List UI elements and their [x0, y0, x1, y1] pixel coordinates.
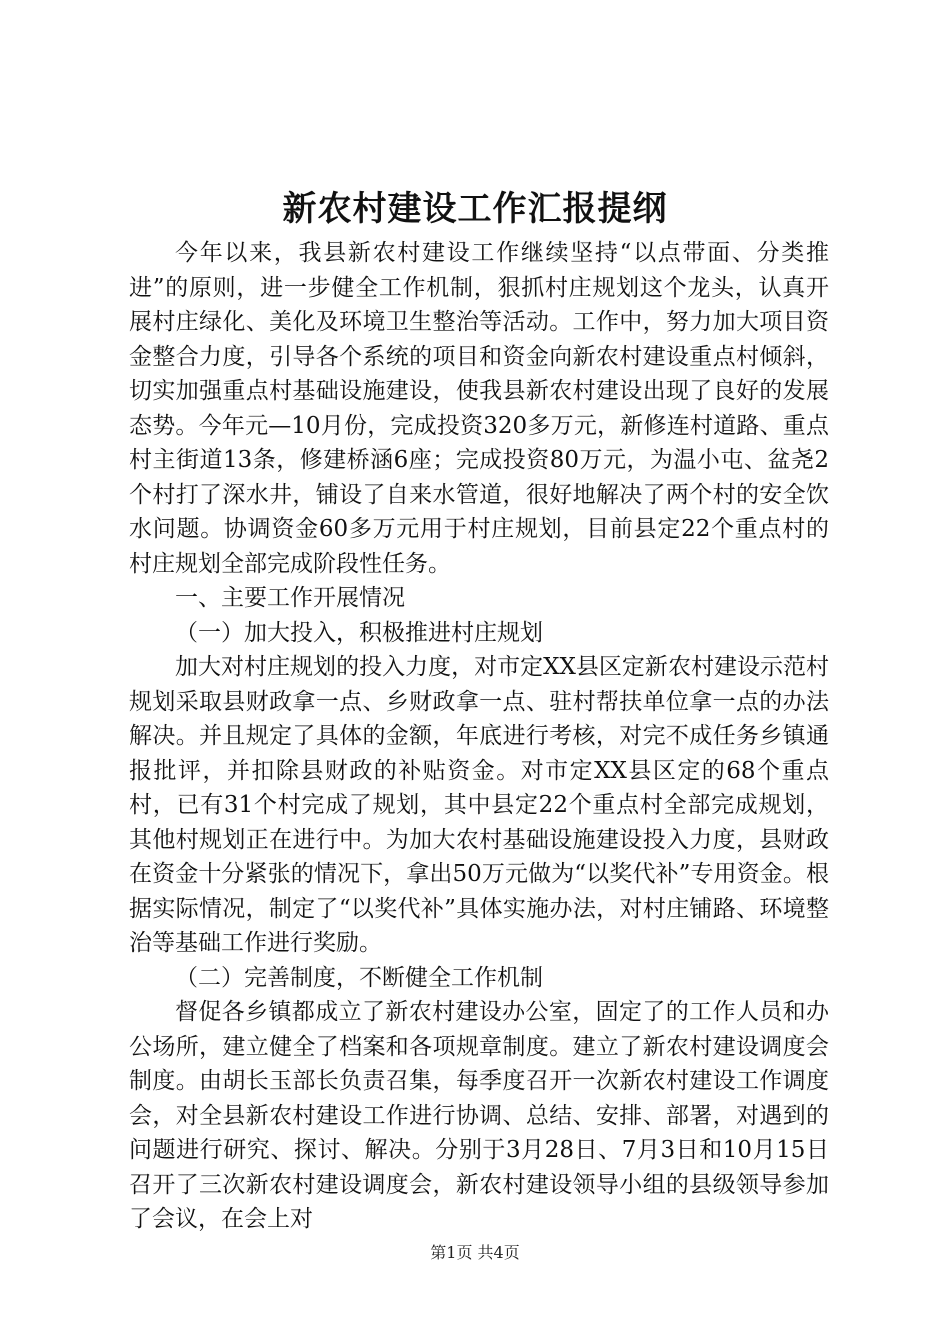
paragraph-work-mechanism: 督促各乡镇都成立了新农村建设办公室，固定了的工作人员和办公场所，建立健全了档案和各项规章制度。建立了新农村建设调度会制度。由胡长玉部长负责召集，每季度召开一次新农村建设工作调度会，对全县新农村建设工作进行协调、总结、安排、部署，对遇到的问题进行研究、探讨、解决。分别于3月28日、7月3日和10月15日召开了三次新农村建设调度会，新农村建设领导小组的县级领导参加了会议，在会上对: [129, 999, 829, 1232]
subsection-heading-village-planning: （一）加大投入，积极推进村庄规划: [175, 619, 543, 646]
page-number-footer: 第1页 共4页: [430, 1243, 520, 1262]
document-body: [129, 236, 829, 1237]
section-heading-main-work: 一、主要工作开展情况: [175, 585, 405, 611]
document-title: 新农村建设工作汇报提纲: [282, 189, 668, 229]
intro-paragraph: 今年以来，我县新农村建设工作继续坚持“以点带面、分类推进”的原则，进一步健全工作机制，狠抓村庄规划这个龙头，认真开展村庄绿化、美化及环境卫生整治等活动。工作中，努力加大项目资金整合力度，引导各个系统的项目和资金向新农村建设重点村倾斜，切实加强重点村基础设施建设，使我县新农村建设出现了良好的发展态势。今年元—10月份，完成投资320多万元，新修连村道路、重点村主街道13条，修建桥涵6座；完成投资80万元，为温小屯、盆尧2个村打了深水井，铺设了自来水管道，很好地解决了两个村的安全饮水问题。协调资金60多万元用于村庄规划，目前县定22个重点村的村庄规划全部完成阶段性任务。: [129, 240, 829, 577]
subsection-heading-work-mechanism: （二）完善制度，不断健全工作机制: [175, 964, 543, 991]
paragraph-village-planning: 加大对村庄规划的投入力度，对市定XX县区定新农村建设示范村规划采取县财政拿一点、乡财政拿一点、驻村帮扶单位拿一点的办法解决。并且规定了具体的金额，年底进行考核，对完不成任务乡镇通报批评，并扣除县财政的补贴资金。对市定XX县区定的68个重点村，已有31个村完成了规划，其中县定22个重点村全部完成规划，其他村规划正在进行中。为加大农村基础设施建设投入力度，县财政在资金十分紧张的情况下，拿出50万元做为“以奖代补”专用资金。根据实际情况，制定了“以奖代补”具体实施办法，对村庄铺路、环境整治等基础工作进行奖励。: [129, 654, 829, 956]
